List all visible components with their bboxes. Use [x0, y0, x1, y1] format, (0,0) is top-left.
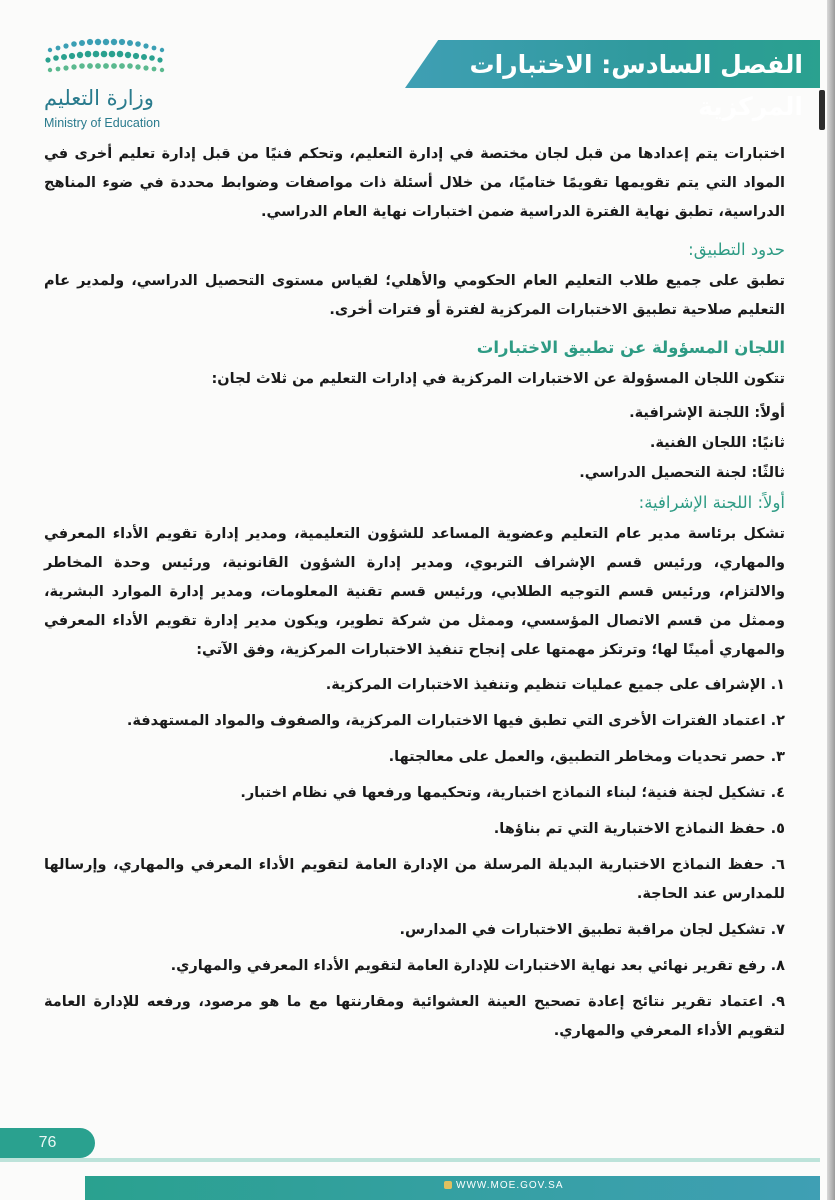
list-item: ٣. حصر تحديات ومخاطر التطبيق، والعمل على معالجتها.	[388, 749, 785, 765]
scroll-marker[interactable]	[819, 90, 825, 130]
scope-paragraph: تطبق على جميع طلاب التعليم العام الحكومي والأهلي؛ لقياس مستوى التحصيل الدراسي، ولمدير عام التعليم صلاحية تطبيق الاختبارات المركزية لفترة أو فترات أخرى.	[44, 273, 785, 318]
list-item: ٢. اعتماد الفترات الأخرى التي تطبق فيها الاختبارات المركزية، والصفوف والمواد المستهدفة.	[126, 713, 785, 729]
list-item: ٦. حفظ النماذج الاختبارية البديلة المرسلة من الإدارة العامة لتقويم الأداء المعرفي والمهاري، وإرسالها للمدارس عند الحاجة.	[44, 857, 785, 902]
footer-url[interactable]	[444, 1180, 564, 1191]
logo-arabic-text: وزارة التعليم	[44, 86, 154, 110]
committees-list	[44, 398, 785, 488]
supervisory-paragraph: تشكل برئاسة مدير عام التعليم وعضوية المساعد للشؤون التعليمية، ومدير إدارة تقويم الأداء المعرفي والمهاري، ورئيس قسم الإشراف التربوي، ومدير إدارة الشؤون القانونية، ورئيس وحدة المخاطر والالتزام، ورئيس قسم التوجيه الطلابي، ورئيس قسم تقنية المعلومات، ومدير إدارة الموارد البشرية، وممثل من قسم الاتصال المؤسسي، وممثل من شركة تطوير، ويكون مدير إدارة تقويم الأداء المعرفي والمهاري أمينًا لها؛ وترتكز مهمتها على إنجاح تنفيذ الاختبارات المركزية، وفق الآتي:	[44, 526, 785, 658]
intro-paragraph: اختبارات يتم إعدادها من قبل لجان مختصة في إدارة التعليم، وتحكم فنيًا من قبل إدارة تعليم أخرى في المواد التي يتم تقويمها تقويمًا ختاميًا، من خلال أسئلة ذات مواصفات وضوابط محددة في ضوء المناهج الدراسية، تطبق نهاية الفترة الدراسية ضمن اختبارات نهاية العام الدراسي.	[44, 146, 785, 220]
list-item: أولاً: اللجنة الإشرافية.	[629, 405, 785, 421]
committees-heading: اللجان المسؤولة عن تطبيق الاختبارات	[476, 338, 785, 357]
list-item: ٩. اعتماد تقرير نتائج إعادة تصحيح العينة العشوائية ومقارنتها مع ما هو مرصود، ورفعه للإدارة العامة لتقويم الأداء المعرفي والمهاري.	[44, 994, 785, 1039]
footer-divider	[0, 1158, 820, 1162]
list-item: ثانيًا: اللجان الفنية.	[649, 435, 785, 451]
list-item: ٧. تشكيل لجان مراقبة تطبيق الاختبارات في المدارس.	[399, 922, 785, 938]
list-item: ٥. حفظ النماذج الاختبارية التي تم بناؤها.	[493, 821, 785, 837]
page-edge	[827, 0, 835, 1200]
page-number: 76	[0, 1128, 95, 1158]
scope-heading: حدود التطبيق:	[688, 240, 785, 259]
list-item: ٤. تشكيل لجنة فنية؛ لبناء النماذج اختبارية، وتحكيمها ورفعها في نظام اختبار.	[240, 785, 785, 801]
page-content	[44, 140, 785, 1053]
supervisory-tasks-list	[44, 671, 785, 1046]
logo-english-text: Ministry of Education	[44, 116, 161, 130]
list-item: ٨. رفع تقرير نهائي بعد نهاية الاختبارات للإدارة العامة لتقويم الأداء المعرفي والمهاري.	[170, 958, 785, 974]
chapter-title: الفصل السادس: الاختبارات المركزية	[469, 50, 803, 121]
list-item: ١. الإشراف على جميع عمليات تنظيم وتنفيذ الاختبارات المركزية.	[325, 677, 785, 693]
footer-url-text: WWW.MOE.GOV.SA	[456, 1180, 564, 1191]
supervisory-heading: أولاً: اللجنة الإشرافية:	[638, 493, 785, 512]
list-item: ثالثًا: لجنة التحصيل الدراسي.	[579, 465, 785, 481]
ministry-emblem-icon	[444, 1181, 452, 1189]
committees-intro: تتكون اللجان المسؤولة عن الاختبارات المركزية في إدارات التعليم من ثلاث لجان:	[211, 371, 785, 387]
